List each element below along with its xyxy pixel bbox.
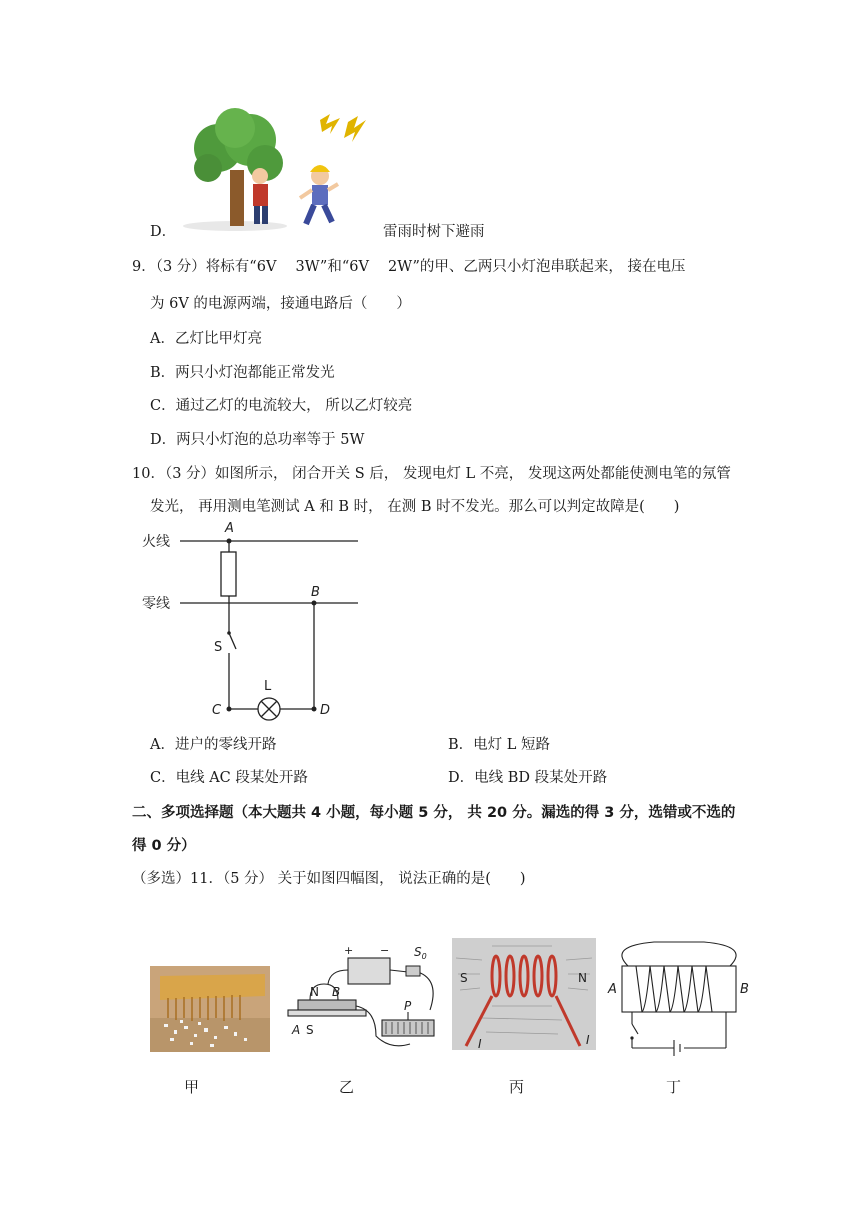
figure-bing-solenoid-photo (452, 938, 596, 1050)
ding-a-label: A (608, 982, 617, 997)
tree-lightning-illustration (180, 108, 390, 233)
yi-s-label: S (306, 1023, 314, 1037)
q10-stem-line2: 发光， 再用测电笔测试 A 和 B 时， 在测 B 时不发光。那么可以判定故障是( ) (150, 499, 680, 515)
q10-option-a: A．进户的零线开路 (150, 737, 277, 753)
q8-option-d-label: D． (150, 224, 177, 240)
live-wire-label: 火线 (142, 534, 170, 550)
figure-caption-yi: 乙 (339, 1078, 355, 1096)
figure-caption-bing: 丙 (509, 1078, 525, 1096)
yi-n-label: N (310, 985, 319, 999)
q10-option-c: C．电线 AC 段某处开路 (150, 770, 308, 786)
q8-option-d-text: 雷雨时树下避雨 (383, 224, 485, 240)
yi-minus-label: − (380, 944, 390, 957)
q9-stem-line1: 9．（3 分）将标有“6V 3W”和“6V 2W”的甲、乙两只小灯泡串联起来， 接在电压 (132, 259, 686, 275)
q10-option-d: D．电线 BD 段某处开路 (448, 770, 608, 786)
q10-circuit-diagram (140, 518, 365, 723)
figure-jia-comb-photo (150, 966, 270, 1052)
bing-s-label: S (460, 971, 468, 985)
figure-ding-solenoid-diagram (604, 936, 754, 1056)
yi-a-label: A (292, 1023, 301, 1037)
yi-plus-label: + (344, 944, 354, 957)
q9-option-c: C．通过乙灯的电流较大， 所以乙灯较亮 (150, 398, 413, 414)
yi-p-label: P (404, 999, 412, 1013)
yi-s0-label: $S_0$ (414, 945, 427, 961)
q10-option-b: B．电灯 L 短路 (448, 737, 551, 753)
neutral-wire-label: 零线 (142, 596, 170, 612)
point-a-label: A (225, 521, 234, 536)
point-c-label: C (212, 703, 222, 718)
q9-stem-line2: 为 6V 的电源两端，接通电路后（ ） (150, 296, 411, 312)
point-d-label: D (320, 703, 331, 718)
figure-caption-ding: 丁 (666, 1078, 682, 1096)
ding-b-label: B (740, 982, 749, 997)
point-b-label: B (311, 585, 320, 600)
figure-caption-jia: 甲 (184, 1078, 200, 1096)
q9-option-a: A．乙灯比甲灯亮 (150, 331, 262, 347)
q11-stem: （多选）11．（5 分） 关于如图四幅图， 说法正确的是( ) (132, 871, 526, 887)
figure-yi-circuit (280, 940, 445, 1052)
switch-label: S (214, 640, 223, 655)
section2-heading-line2: 得 0 分） (132, 838, 196, 854)
q10-stem-line1: 10．（3 分）如图所示， 闭合开关 S 后， 发现电灯 L 不亮， 发现这两处都能使测电笔的氖管 (132, 466, 731, 482)
bing-i2-label: I (586, 1033, 590, 1047)
bing-i1-label: I (478, 1037, 482, 1050)
yi-b-label: B (332, 985, 341, 999)
section2-heading-line1: 二、多项选择题（本大题共 4 小题，每小题 5 分， 共 20 分。漏选的得 3 分，选错或不选的 (132, 805, 736, 821)
bing-n-label: N (578, 971, 587, 985)
q9-option-b: B．两只小灯泡都能正常发光 (150, 365, 335, 381)
q9-option-d: D．两只小灯泡的总功率等于 5W (150, 432, 365, 448)
lamp-label: L (264, 679, 272, 694)
